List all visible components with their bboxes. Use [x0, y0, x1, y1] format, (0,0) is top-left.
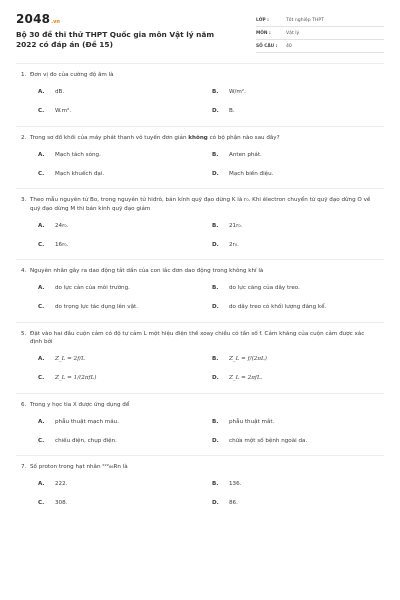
answer-option[interactable]	[38, 83, 212, 102]
option-text: do trọng lực tác dụng lên vật.	[55, 304, 138, 310]
answer-option[interactable]	[212, 102, 386, 121]
question-number: 3.	[21, 197, 27, 203]
option-letter: B.	[212, 418, 219, 425]
option-text: 16r₀.	[55, 241, 69, 248]
option-letter: C.	[38, 500, 45, 506]
logo-suffix: .vn	[51, 19, 60, 25]
answer-option[interactable]	[38, 350, 212, 369]
answer-option[interactable]	[212, 298, 386, 317]
option-letter: D.	[212, 500, 219, 506]
option-letter: C.	[38, 375, 45, 381]
answer-option[interactable]	[38, 235, 212, 254]
answer-options	[38, 145, 384, 183]
answer-options	[38, 83, 384, 121]
option-text: 86.	[229, 500, 238, 506]
meta-label: SỐ CÂU :	[256, 43, 278, 49]
option-letter: A.	[38, 89, 45, 95]
option-letter: B.	[212, 89, 219, 95]
question-number: 4.	[21, 268, 27, 274]
option-text: phẫu thuật mạch máu.	[55, 418, 120, 425]
option-text: 21r₀.	[229, 222, 243, 229]
option-letter: C.	[38, 241, 45, 248]
answer-option[interactable]	[38, 369, 212, 388]
question	[16, 322, 384, 393]
question-text: Đặt vào hai đầu cuộn cảm có độ tự cảm L một hiệu điện thế xoay chiều có tần số f. Cảm kháng của cuộn cảm được xác định bởi	[30, 330, 365, 345]
option-text: B.	[229, 108, 235, 114]
exam-meta-table	[256, 14, 384, 53]
option-letter: D.	[212, 108, 219, 114]
meta-value: Tốt nghiệp THPT	[286, 17, 324, 23]
option-text: 24r₀.	[55, 222, 69, 229]
option-text: Mạch biến điệu.	[229, 170, 274, 177]
option-text: do dây treo có khối lượng đáng kể.	[229, 304, 327, 310]
option-letter: B.	[212, 285, 219, 291]
answer-options	[38, 216, 384, 254]
option-letter: A.	[38, 418, 45, 425]
answer-option[interactable]	[38, 216, 212, 235]
answer-options	[38, 475, 384, 513]
question-number: 1.	[21, 72, 27, 78]
answer-option[interactable]	[212, 216, 386, 235]
question-number: 7.	[21, 464, 27, 470]
option-letter: C.	[38, 170, 45, 177]
option-formula: Z_L = 2πfL.	[229, 375, 263, 381]
answer-option[interactable]	[38, 102, 212, 121]
answer-option[interactable]	[38, 145, 212, 164]
question-number: 2.	[21, 134, 27, 141]
option-letter: B.	[212, 481, 219, 487]
answer-option[interactable]	[212, 494, 386, 513]
option-formula: Z_L = 1/(2πfL)	[55, 375, 97, 381]
question-text: Nguyên nhân gây ra dao động tắt dần của con lắc đơn dao động trong không khí là	[30, 268, 264, 274]
page-title: Bộ 30 đề thi thử THPT Quốc gia môn Vật lý năm 2022 có đáp án (Đề 15)	[16, 30, 215, 49]
option-letter: B.	[212, 356, 219, 362]
meta-label: LỚP :	[256, 17, 269, 23]
option-text: Anten phát.	[229, 151, 262, 158]
option-letter: A.	[38, 285, 45, 291]
answer-options	[38, 412, 384, 450]
option-letter: C.	[38, 108, 45, 114]
option-letter: D.	[212, 241, 219, 248]
option-letter: A.	[38, 151, 45, 158]
answer-option[interactable]	[38, 298, 212, 317]
option-letter: B.	[212, 151, 219, 158]
option-text: 136.	[229, 481, 242, 487]
option-text: dB.	[55, 89, 65, 95]
question	[16, 393, 384, 456]
question-list	[16, 63, 384, 518]
answer-option[interactable]	[212, 235, 386, 254]
option-text: phẫu thuật mắt.	[229, 418, 275, 425]
option-formula: Z_L = 2f/L	[55, 356, 85, 362]
answer-option[interactable]	[38, 431, 212, 450]
question	[16, 188, 384, 259]
site-logo[interactable]	[16, 12, 226, 26]
option-text: do lực căng của dây treo.	[229, 285, 300, 291]
meta-row-question-count	[256, 40, 384, 53]
option-text: do lực cản của môi trường.	[55, 285, 130, 291]
question-text: Đơn vị đo của cường độ âm là	[30, 72, 114, 78]
question-number: 5.	[21, 330, 27, 337]
question-text: Trong y học tia X được ứng dụng để	[30, 401, 130, 408]
option-text: chiếu điện, chụp điện.	[55, 437, 117, 444]
logo-text: 2048	[16, 12, 51, 26]
meta-value: 40	[286, 43, 292, 49]
meta-label: MÔN :	[256, 30, 271, 36]
option-text: W.m².	[55, 108, 72, 114]
answer-option[interactable]	[212, 279, 386, 298]
option-text: Mạch khuếch đại.	[55, 170, 105, 177]
emphasis-text: không	[188, 134, 208, 141]
question	[16, 455, 384, 518]
page-header	[16, 12, 384, 53]
option-text: 308.	[55, 500, 68, 506]
question	[16, 126, 384, 189]
question	[16, 63, 384, 126]
option-letter: B.	[212, 222, 219, 229]
answer-option[interactable]	[212, 350, 386, 369]
option-letter: D.	[212, 304, 219, 310]
question-text: Số proton trong hạt nhân ²²²₈₆Rn là	[30, 464, 128, 470]
option-letter: A.	[38, 481, 45, 487]
answer-option[interactable]	[212, 475, 386, 494]
answer-option[interactable]	[212, 145, 386, 164]
option-text: W/m².	[229, 89, 246, 95]
question	[16, 259, 384, 322]
option-letter: D.	[212, 375, 219, 381]
question-text: Trong sơ đồ khối của máy phát thanh vô tuyến đơn giản không có bộ phận nào sau đây?	[30, 134, 280, 141]
answer-option[interactable]	[38, 279, 212, 298]
meta-row-class	[256, 14, 384, 27]
option-letter: A.	[38, 356, 45, 362]
option-text: 222.	[55, 481, 68, 487]
answer-option[interactable]	[212, 412, 386, 431]
option-letter: A.	[38, 222, 45, 229]
meta-value: Vật lý	[286, 30, 300, 36]
answer-option[interactable]	[212, 369, 386, 388]
option-letter: C.	[38, 304, 45, 310]
answer-option[interactable]	[38, 164, 212, 183]
answer-option[interactable]	[38, 494, 212, 513]
option-letter: C.	[38, 437, 45, 444]
option-text: chữa một số bệnh ngoài da.	[229, 437, 308, 444]
option-formula: Z_L = f/(2πL)	[229, 356, 267, 362]
option-text: Mạch tách sóng.	[55, 151, 101, 158]
answer-option[interactable]	[38, 412, 212, 431]
option-letter: D.	[212, 170, 219, 177]
option-letter: D.	[212, 437, 219, 444]
header-left	[16, 12, 226, 50]
answer-option[interactable]	[38, 475, 212, 494]
option-text: 2r₀.	[229, 241, 239, 248]
question-number: 6.	[21, 401, 27, 408]
meta-row-subject	[256, 27, 384, 40]
answer-option[interactable]	[212, 83, 386, 102]
answer-options	[38, 350, 384, 388]
answer-options	[38, 279, 384, 317]
answer-option[interactable]	[212, 164, 386, 183]
question-text: Theo mẫu nguyên tử Bo, trong nguyên tử hiđrô, bán kính quỹ đạo dừng K là r₀. Khi êlectron chuyển từ quỹ đạo dừng O về quỹ đạo dừng M thì bán kính quỹ đạo giảm	[30, 197, 371, 212]
answer-option[interactable]	[212, 431, 386, 450]
